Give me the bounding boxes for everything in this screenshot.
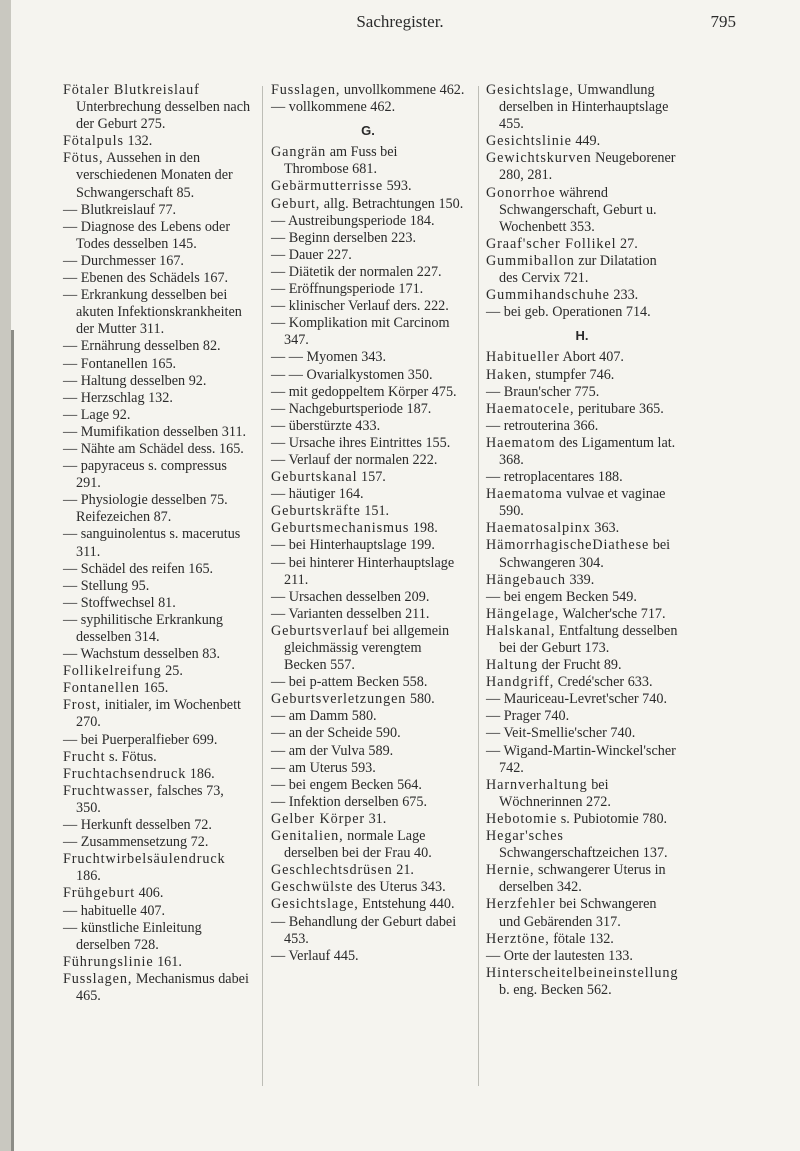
- index-entry: [63, 82, 251, 99]
- index-entry: [271, 623, 465, 674]
- page-header: [0, 12, 800, 42]
- index-headword: Handgriff,: [486, 674, 555, 691]
- index-headword: Gangrän: [271, 144, 327, 161]
- index-subentry: — retroplacentares 188.: [486, 469, 623, 486]
- index-locator: allg. Betrachtungen 150.: [320, 195, 464, 212]
- index-headword: Gewichtskurven: [486, 150, 592, 167]
- index-locator: 165.: [139, 680, 169, 697]
- index-headword: Fötus,: [63, 150, 104, 167]
- index-subentry: — Stoffwechsel 81.: [63, 594, 176, 611]
- index-headword: Gesichtslage,: [486, 82, 574, 98]
- index-entry: [63, 954, 251, 971]
- index-entry: [486, 367, 678, 384]
- index-headword: Gesichtslinie: [486, 133, 572, 150]
- index-entry: [486, 674, 678, 691]
- index-locator: 363.: [590, 520, 620, 537]
- index-headword: Haltung: [486, 657, 539, 674]
- index-subentry: — Fontanellen 165.: [63, 355, 177, 372]
- index-headword: Follikelreifung: [63, 663, 162, 680]
- index-locator: 31.: [365, 810, 387, 827]
- index-entry: [486, 486, 678, 520]
- index-subentry: — Ebenen des Schädels 167.: [63, 270, 229, 287]
- index-headword: Geburtsverletzungen: [271, 691, 407, 708]
- index-headword: Genitalien,: [271, 828, 344, 845]
- index-entry: [486, 657, 678, 674]
- index-locator: 406.: [135, 885, 164, 902]
- index-entry: [63, 885, 251, 902]
- index-headword: Haematosalpinx: [486, 520, 591, 537]
- index-subentry: — am der Vulva 589.: [271, 742, 394, 759]
- index-headword: Hernie,: [486, 862, 535, 879]
- index-subentry: — an der Scheide 590.: [271, 725, 401, 742]
- index-headword: Hebotomie: [486, 810, 558, 827]
- index-locator: 233.: [609, 287, 639, 304]
- index-subentry: — Infektion derselben 675.: [271, 793, 428, 810]
- index-locator: s. Fötus.: [105, 748, 157, 765]
- index-entry: [63, 150, 251, 201]
- index-subentry: — Braun'scher 775.: [486, 383, 600, 400]
- index-subentry: — Orte der lautesten 133.: [486, 947, 633, 964]
- index-locator: 593.: [383, 178, 412, 195]
- index-subentry: — Prager 740.: [486, 708, 570, 725]
- index-locator: des Ligamentum lat. 368.: [499, 434, 676, 468]
- index-entry: [486, 777, 678, 811]
- index-entry: [63, 697, 251, 731]
- index-locator: 580.: [406, 691, 435, 708]
- index-subentry: — Haltung desselben 92.: [63, 372, 207, 389]
- index-entry: [486, 82, 678, 133]
- index-entry: [63, 663, 251, 680]
- page-binding-edge: [0, 0, 11, 1151]
- index-locator: der Frucht 89.: [538, 657, 622, 674]
- index-subentry: — bei hinterer Hinterhauptslage 211.: [271, 554, 455, 588]
- index-entry: [271, 144, 465, 178]
- index-headword: Gelber Körper: [271, 810, 366, 827]
- index-column-3: [486, 82, 678, 999]
- index-subentry: — Ursachen desselben 209.: [271, 588, 430, 605]
- index-entry: [271, 862, 465, 879]
- index-subentry: — bei engem Becken 564.: [271, 776, 422, 793]
- index-headword: Hängebauch: [486, 571, 566, 588]
- index-column-1: [63, 82, 251, 1005]
- index-subentry: — Mumifikation desselben 311.: [63, 423, 247, 440]
- index-locator: Entfaltung desselben bei der Geburt 173.: [499, 622, 678, 656]
- index-subentry: — klinischer Verlauf ders. 222.: [271, 298, 449, 315]
- index-locator: Entstehung 440.: [358, 896, 455, 913]
- index-headword: Haematom: [486, 434, 556, 451]
- index-subentry: — Veit-Smellie'scher 740.: [486, 725, 636, 742]
- index-headword: Führungslinie: [63, 953, 154, 970]
- index-subentry: — syphilitische Erkrankung desselben 314.: [63, 611, 223, 645]
- index-entry: [271, 503, 465, 520]
- index-subentry: — Nachgeburtsperiode 187.: [271, 400, 432, 417]
- index-entry: [271, 469, 465, 486]
- index-subentry: — Erkrankung desselben bei akuten Infektionskrankheiten der Mutter 311.: [63, 287, 242, 338]
- index-locator: 161.: [153, 953, 182, 970]
- index-entry: [271, 178, 465, 195]
- index-subentry: — Verlauf 445.: [271, 947, 359, 964]
- index-headword: Fruchtwirbelsäulendruck: [63, 851, 226, 868]
- index-locator: unvollkommene 462.: [340, 82, 465, 98]
- index-headword: Halskanal,: [486, 622, 556, 639]
- index-locator: 157.: [357, 469, 386, 486]
- index-entry: [271, 896, 465, 913]
- index-headword: Fruchtachsendruck: [63, 765, 187, 782]
- index-subentry: — am Damm 580.: [271, 708, 377, 725]
- index-locator: Abort 407.: [559, 349, 624, 366]
- index-locator: 449.: [571, 133, 601, 150]
- index-headword: Gummiballon: [486, 252, 575, 269]
- index-subentry: — — Ovarialkystomen 350.: [271, 366, 433, 383]
- index-headword: Gesichtslage,: [271, 896, 359, 913]
- index-subentry: — sanguinolentus s. macerutus 311.: [63, 526, 241, 560]
- index-entry: [486, 623, 678, 657]
- index-locator: 132.: [123, 133, 153, 150]
- index-headword: Fontanellen: [63, 680, 140, 697]
- index-headword: Haken,: [486, 366, 532, 383]
- index-subentry: — Austreibungsperiode 184.: [271, 212, 435, 229]
- index-subentry: — bei engem Becken 549.: [486, 588, 637, 605]
- index-locator: falsches 73, 350.: [76, 782, 224, 816]
- index-locator: fötale 132.: [549, 930, 614, 947]
- index-locator: 186.: [186, 765, 215, 782]
- index-headword: Gonorrhoe: [486, 184, 556, 201]
- index-entry: [486, 520, 678, 537]
- index-headword: Herztöne,: [486, 930, 550, 947]
- index-entry: [63, 851, 251, 885]
- index-locator: Walcher'sche 717.: [559, 605, 666, 622]
- index-locator: zur Dilatation des Cervix 721.: [499, 252, 657, 287]
- index-subentry: — Herzschlag 132.: [63, 389, 173, 406]
- index-subentry: — Nähte am Schädel dess. 165.: [63, 440, 244, 457]
- index-subentry: — häutiger 164.: [271, 486, 364, 503]
- index-subentry: — vollkommene 462.: [271, 99, 396, 116]
- index-entry: [271, 811, 465, 828]
- index-headword: Fusslagen,: [63, 970, 133, 987]
- index-locator: Credé'scher 633.: [554, 674, 653, 691]
- index-entry: [486, 150, 678, 184]
- index-locator: initialer, im Wochenbett 270.: [76, 697, 241, 731]
- index-subentry: — Diagnose des Lebens oder Todes desselben 145.: [63, 218, 231, 252]
- index-locator: 339.: [565, 571, 595, 588]
- index-subentry: — Wachstum desselben 83.: [63, 646, 220, 663]
- index-locator: 198.: [409, 520, 438, 537]
- index-subentry: — Verlauf der normalen 222.: [271, 451, 438, 468]
- index-locator: schwangerer Uterus in derselben 342.: [499, 862, 666, 896]
- index-headword: Hängelage,: [486, 605, 560, 622]
- index-subentry: — Wigand-Martin-Winckel'scher 742.: [486, 742, 676, 776]
- index-subentry: — Behandlung der Geburt dabei 453.: [271, 913, 457, 947]
- index-locator: am Fuss bei Thrombose 681.: [284, 144, 398, 178]
- index-headword: Geburt,: [271, 195, 321, 212]
- index-locator: s. Pubiotomie 780.: [557, 810, 668, 827]
- index-locator: bei Schwangeren und Gebärenden 317.: [499, 896, 657, 930]
- index-entry: [271, 196, 465, 213]
- index-locator: bei allgemein gleichmässig verengtem Becken 557.: [284, 622, 450, 674]
- index-subentry: — retrouterina 366.: [486, 417, 599, 434]
- index-locator: bei Wöchnerinnen 272.: [499, 776, 611, 810]
- index-entry: [63, 766, 251, 783]
- index-locator: b. eng. Becken 562.: [499, 981, 612, 998]
- index-entry: [486, 236, 678, 253]
- index-subentry: — Eröffnungsperiode 171.: [271, 281, 424, 298]
- index-headword: Geschlechtsdrüsen: [271, 862, 393, 879]
- index-entry: [486, 401, 678, 418]
- index-locator: normale Lage derselben bei der Frau 40.: [284, 828, 432, 862]
- column-rule-right: [478, 86, 479, 1086]
- index-locator: peritubare 365.: [574, 400, 664, 417]
- index-subentry: — Herkunft desselben 72.: [63, 817, 212, 834]
- index-headword: Hinterscheitelbeineinstellung: [486, 964, 679, 981]
- index-entry: [486, 862, 678, 896]
- index-subentry: — künstliche Einleitung derselben 728.: [63, 919, 202, 953]
- index-entry: [486, 572, 678, 589]
- index-locator: Aussehen in den verschiedenen Monaten der Schwangerschaft 85.: [76, 150, 233, 201]
- index-locator: vulvae et vaginae 590.: [499, 486, 666, 520]
- index-entry: [63, 133, 251, 150]
- index-locator: stumpfer 746.: [531, 366, 615, 383]
- index-subentry: — Physiologie desselben 75. Reifezeichen 87.: [63, 492, 228, 526]
- index-subentry: — mit gedoppeltem Körper 475.: [271, 383, 457, 400]
- index-entry: [271, 520, 465, 537]
- index-headword: Fusslagen,: [271, 82, 341, 98]
- index-headword: Frucht: [63, 748, 106, 765]
- index-headword: Hegar'sches: [486, 828, 564, 845]
- index-entry: [486, 896, 678, 930]
- index-subentry: — Ursache ihres Eintrittes 155.: [271, 434, 451, 451]
- index-headword: Geburtsmechanismus: [271, 520, 410, 537]
- index-headword: Fruchtwasser,: [63, 782, 154, 799]
- index-subentry: — bei geb. Operationen 714.: [486, 304, 651, 321]
- index-headword: HämorrhagischeDiathese: [486, 537, 650, 554]
- index-entry: [486, 811, 678, 828]
- index-subentry: — Durchmesser 167.: [63, 252, 184, 269]
- index-subentry: — Diätetik der normalen 227.: [271, 263, 442, 280]
- index-headword: Haematoma: [486, 486, 563, 503]
- index-entry: [486, 606, 678, 623]
- index-entry: [486, 133, 678, 150]
- index-entry: [63, 749, 251, 766]
- index-locator: 151.: [360, 503, 390, 520]
- index-locator: 186.: [76, 868, 101, 885]
- page-binding-shadow: [11, 330, 14, 1151]
- index-headword: Fötaler Blutkreislauf: [63, 82, 200, 98]
- index-headword: Habitueller: [486, 349, 560, 366]
- index-headword: Frost,: [63, 697, 102, 714]
- index-subentry: — Blutkreislauf 77.: [63, 201, 177, 218]
- index-locator: Umwandlung derselben in Hinterhauptslage 455.: [499, 82, 669, 133]
- index-locator: Schwangerschaftzeichen 137.: [499, 845, 668, 862]
- index-subentry: — Beginn derselben 223.: [271, 229, 416, 246]
- index-locator: bei Schwangeren 304.: [499, 537, 671, 571]
- index-subentry: — Lage 92.: [63, 406, 131, 423]
- index-subentry: — bei p-attem Becken 558.: [271, 674, 428, 691]
- index-entry: [63, 680, 251, 697]
- index-locator: während Schwangerschaft, Geburt u. Wochenbett 353.: [499, 184, 657, 235]
- index-entry: [486, 965, 678, 999]
- index-locator: Mechanismus dabei 465.: [76, 970, 249, 1004]
- index-entry: [271, 691, 465, 708]
- index-entry: [271, 82, 465, 99]
- index-entry: [486, 931, 678, 948]
- index-entry: [63, 971, 251, 1005]
- index-headword: Fötalpuls: [63, 133, 124, 150]
- running-title: Sachregister.: [356, 12, 444, 31]
- index-entry: [63, 783, 251, 817]
- index-subentry: — überstürzte 433.: [271, 417, 381, 434]
- index-entry: [271, 828, 465, 862]
- index-subentry: — Dauer 227.: [271, 246, 352, 263]
- index-headword: Haematocele,: [486, 400, 575, 417]
- index-subentry: — am Uterus 593.: [271, 759, 376, 776]
- index-locator: des Uterus 343.: [353, 879, 446, 896]
- index-subentry: — papyraceus s. compressus 291.: [63, 458, 227, 492]
- index-headword: Harnverhaltung: [486, 776, 588, 793]
- index-subentry: — Varianten desselben 211.: [271, 605, 430, 622]
- index-headword: Frühgeburt: [63, 885, 136, 902]
- index-headword: Geburtsverlauf: [271, 622, 369, 639]
- column-rule-left: [262, 86, 263, 1086]
- index-entry: [486, 253, 678, 287]
- index-subentry: — Mauriceau-Levret'scher 740.: [486, 691, 668, 708]
- index-entry: [486, 349, 678, 366]
- index-entry: [271, 879, 465, 896]
- section-letter: H.: [575, 328, 589, 344]
- index-headword: Herzfehler: [486, 896, 556, 913]
- index-subentry: — Ernährung desselben 82.: [63, 338, 221, 355]
- index-subentry: — — Myomen 343.: [271, 349, 387, 366]
- index-headword: Geschwülste: [271, 879, 354, 896]
- index-headword: Gebärmutterrisse: [271, 178, 384, 195]
- index-subentry: — Schädel des reifen 165.: [63, 560, 214, 577]
- index-locator: 25.: [161, 663, 183, 680]
- page-number: 795: [710, 12, 736, 31]
- index-entry: [486, 185, 678, 236]
- index-subentry: — Komplikation mit Carcinom 347.: [271, 315, 450, 349]
- index-entry: [486, 287, 678, 304]
- index-locator: Neugeborener 280, 281.: [499, 150, 676, 184]
- index-headword: Geburtskanal: [271, 469, 358, 486]
- index-locator: 21.: [392, 862, 414, 879]
- index-entry: [486, 435, 678, 469]
- index-headword: Gummihandschuhe: [486, 287, 610, 304]
- index-continuation: Unterbrechung desselben nach der Geburt 275.: [76, 99, 251, 133]
- section-letter: G.: [361, 123, 375, 139]
- index-subentry: — bei Puerperalfieber 699.: [63, 731, 218, 748]
- index-headword: Geburtskräfte: [271, 503, 361, 520]
- index-locator: 27.: [616, 235, 638, 252]
- index-entry: [486, 828, 678, 862]
- index-column-2: [271, 82, 465, 965]
- index-headword: Graaf'scher Follikel: [486, 235, 617, 252]
- index-subentry: — habituelle 407.: [63, 902, 166, 919]
- index-subentry: — bei Hinterhauptslage 199.: [271, 537, 435, 554]
- index-entry: [486, 537, 678, 571]
- index-subentry: — Stellung 95.: [63, 577, 150, 594]
- index-subentry: — Zusammensetzung 72.: [63, 834, 209, 851]
